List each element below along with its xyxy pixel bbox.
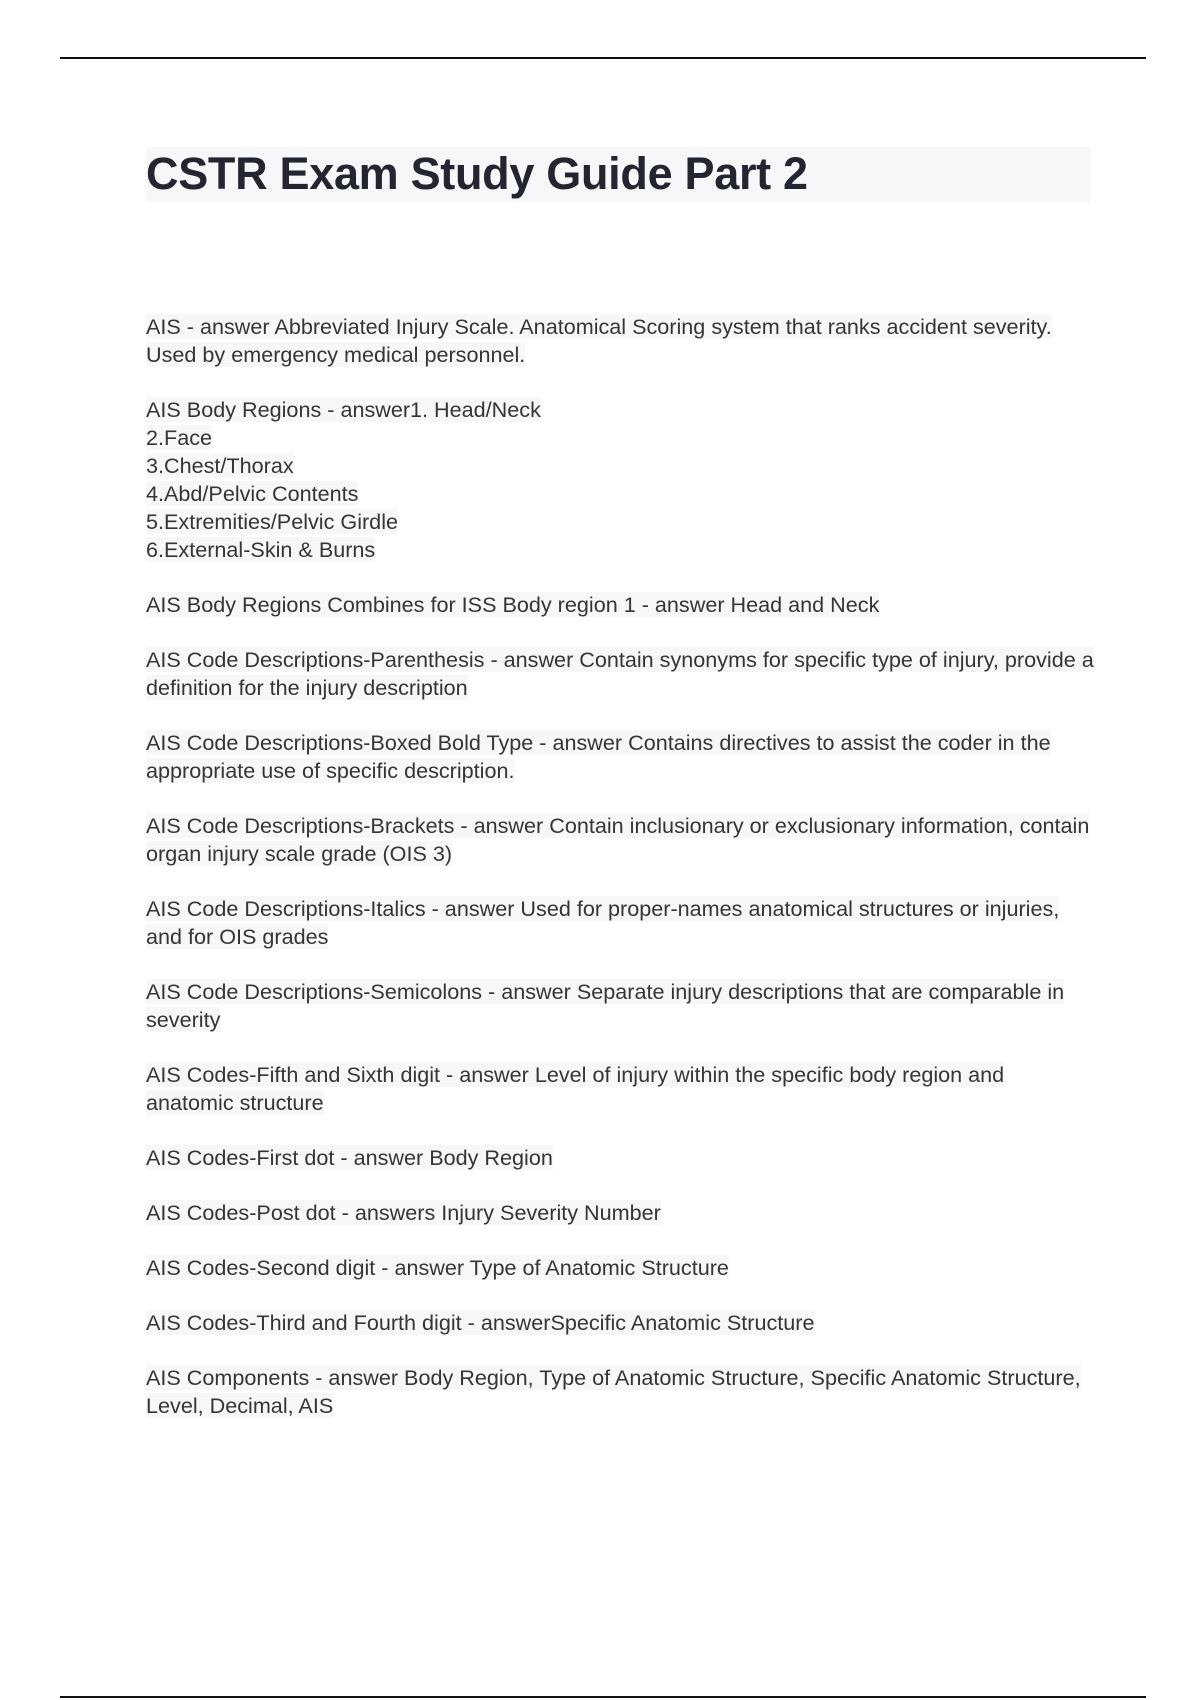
entry-second-digit: AIS Codes-Second digit - answer Type of Anatomic Structure [146, 1255, 729, 1280]
entry-ais: AIS - answer Abbreviated Injury Scale. Anatomical Scoring system that ranks accident severity. Used by emergency medical personnel. [146, 314, 1052, 367]
entry-third-fourth-digit: AIS Codes-Third and Fourth digit - answerSpecific Anatomic Structure [146, 1310, 815, 1335]
top-rule [60, 57, 1146, 59]
region-line: AIS Body Regions - answer1. Head/Neck [146, 397, 541, 422]
entry-semicolons: AIS Code Descriptions-Semicolons - answer Separate injury descriptions that are comparable in severity [146, 979, 1065, 1032]
entry-post-dot: AIS Codes-Post dot - answers Injury Severity Number [146, 1200, 661, 1225]
study-guide-content [146, 313, 1096, 1447]
entry-fifth-sixth-digit: AIS Codes-Fifth and Sixth digit - answer Level of injury within the specific body region and anatomic structure [146, 1062, 1005, 1115]
entry-brackets: AIS Code Descriptions-Brackets - answer Contain inclusionary or exclusionary information, contain organ injury scale grade (OIS 3) [146, 813, 1090, 866]
entry-first-dot: AIS Codes-First dot - answer Body Region [146, 1145, 553, 1170]
entry-boxed-bold: AIS Code Descriptions-Boxed Bold Type - answer Contains directives to assist the coder in the appropriate use of specific description. [146, 730, 1051, 783]
entry-ais-body-regions [146, 396, 1096, 564]
bottom-rule [60, 1696, 1146, 1698]
region-line: 3.Chest/Thorax [146, 453, 294, 478]
entry-ais-components: AIS Components - answer Body Region, Type of Anatomic Structure, Specific Anatomic Structure, Level, Decimal, AIS [146, 1365, 1081, 1418]
entry-italics: AIS Code Descriptions-Italics - answer Used for proper-names anatomical structures or injuries, and for OIS grades [146, 896, 1060, 949]
entry-parenthesis: AIS Code Descriptions-Parenthesis - answer Contain synonyms for specific type of injury, provide a definition for the injury description [146, 647, 1094, 700]
region-line: 2.Face [146, 425, 213, 450]
region-line: 6.External-Skin & Burns [146, 537, 376, 562]
region-line: 5.Extremities/Pelvic Girdle [146, 509, 398, 534]
document-title: CSTR Exam Study Guide Part 2 [146, 148, 808, 199]
region-line: 4.Abd/Pelvic Contents [146, 481, 359, 506]
entry-iss-body-region: AIS Body Regions Combines for ISS Body region 1 - answer Head and Neck [146, 592, 880, 617]
